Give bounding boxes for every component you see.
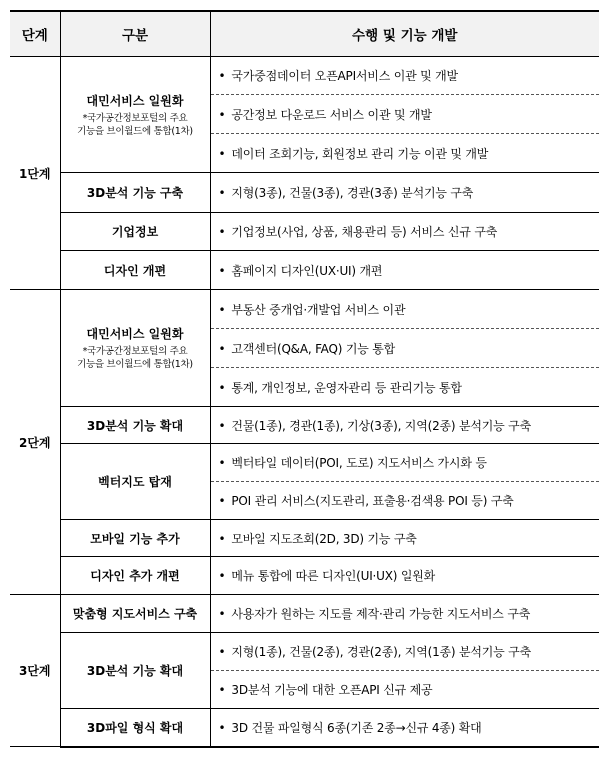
table-row [10,595,599,633]
header-stage: 단계 [10,11,60,57]
category-note: *국가공간정보포털의 주요 기능을 브이월드에 통합(1차) [77,112,193,137]
table-row [10,57,599,95]
content-item: • 사용자가 원하는 지도를 제작·관리 가능한 지도서비스 구축 [210,595,599,633]
content-item: • 메뉴 통합에 따른 디자인(UI·UX) 일원화 [210,557,599,595]
category-title: 기업정보 [60,213,210,251]
stage-cell: 1단계 [10,57,60,290]
table-row [10,251,599,290]
category-title: 디자인 개편 [60,251,210,290]
category-title: 3D분석 기능 구축 [60,173,210,213]
content-item: • 모바일 지도조회(2D, 3D) 기능 구축 [210,520,599,557]
content-item: • 공간정보 다운로드 서비스 이관 및 개발 [210,95,599,134]
table-row [10,290,599,329]
development-plan-table [10,10,599,748]
content-item: • 통계, 개인정보, 운영자관리 등 관리기능 통합 [210,368,599,407]
content-item: • 건물(1종), 경관(1종), 기상(3종), 지역(2종) 분석기능 구축 [210,407,599,444]
content-item: • 홈페이지 디자인(UX·UI) 개편 [210,251,599,290]
content-item: • 지형(1종), 건물(2종), 경관(2종), 지역(1종) 분석기능 구축 [210,633,599,671]
category-title: 대민서비스 일원화 [86,93,184,108]
content-item: • 3D분석 기능에 대한 오픈API 신규 제공 [210,671,599,709]
table-row [10,633,599,671]
content-item: • 부동산 중개업·개발업 서비스 이관 [210,290,599,329]
table-row [10,173,599,213]
category-title: 모바일 기능 추가 [60,520,210,557]
content-item: • 데이터 조회기능, 회원정보 관리 기능 이관 및 개발 [210,134,599,173]
content-item: • 국가중점데이터 오픈API서비스 이관 및 개발 [210,57,599,95]
category-title: 3D파일 형식 확대 [60,709,210,747]
content-item: • 벡터타일 데이터(POI, 도로) 지도서비스 가시화 등 [210,444,599,482]
table-row [10,557,599,595]
table-row [10,709,599,747]
category-title: 디자인 추가 개편 [60,557,210,595]
table-row [10,520,599,557]
content-item: • 기업정보(사업, 상품, 채용관리 등) 서비스 신규 구축 [210,213,599,251]
table-row [10,213,599,251]
header-content: 수행 및 기능 개발 [210,11,599,57]
category-cell [60,290,210,407]
category-title: 대민서비스 일원화 [86,327,184,341]
category-title: 3D분석 기능 확대 [60,407,210,444]
content-item: • 지형(3종), 건물(3종), 경관(3종) 분석기능 구축 [210,173,599,213]
content-item: • 고객센터(Q&A, FAQ) 기능 통합 [210,329,599,368]
table-header-row [10,11,599,57]
table-row [10,407,599,444]
category-title: 맞춤형 지도서비스 구축 [60,595,210,633]
content-item: • POI 관리 서비스(지도관리, 표출용·검색용 POI 등) 구축 [210,482,599,520]
content-item: • 3D 건물 파일형식 6종(기존 2종→신규 4종) 확대 [210,709,599,747]
header-category: 구분 [60,11,210,57]
category-title: 3D분석 기능 확대 [60,633,210,709]
category-note: *국가공간정보포털의 주요 기능을 브이월드에 통합(1차) [77,346,193,370]
table-row [10,444,599,482]
category-cell [60,57,210,173]
category-title: 벡터지도 탑재 [60,444,210,520]
stage-cell: 2단계 [10,290,60,595]
stage-cell: 3단계 [10,595,60,747]
